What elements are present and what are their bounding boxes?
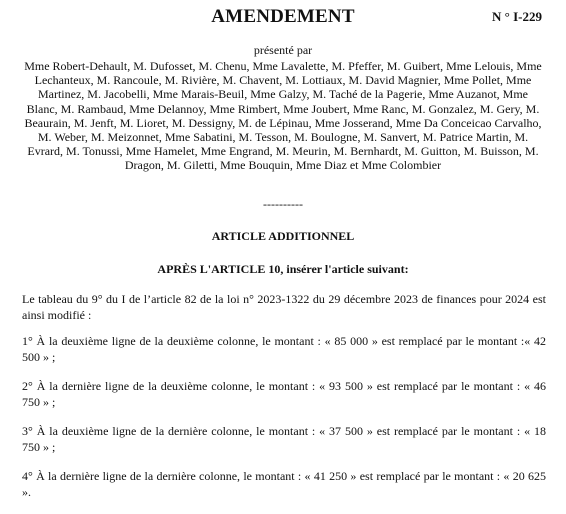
- authors-list: Mme Robert-Dehault, M. Dufosset, M. Chenu, Mme Lavalette, M. Pfeffer, M. Guibert, Mme Lelouis, Mme Lechanteux, M. Rancoule, M. Rivière, M. Chavent, M. Lottiaux, M. David Magnier, Mme Pollet, Mme Martinez, M. Jacobelli, Mme Marais-Beuil, Mme Galzy, M. Taché de la Pagerie, Mme Auzanot, Mme Blanc, M. Rambaud, Mme Delannoy, Mme Rimbert, Mme Joubert, Mme Ranc, M. Gonzalez, M. Gery, M. Beaurain, M. Jenft, M. Lioret, M. Dessigny, M. de Lépinau, Mme Josserand, Mme Da Conceicao Carvalho, M. Weber, M. Meizonnet, Mme Sabatini, M. Tesson, M. Boulogne, M. Sanvert, M. Patrice Martin, M. Evrard, M. Tonussi, Mme Hamelet, Mme Engrand, M. Meurin, M. Bernhardt, M. Guitton, M. Buisson, M. Dragon, M. Giletti, Mme Bouquin, Mme Diaz et Mme Colombier: [24, 59, 542, 173]
- section-title: ARTICLE ADDITIONNEL: [211, 229, 355, 243]
- document-title: AMENDEMENT: [211, 6, 355, 27]
- paragraph-item-3: 3° À la deuxième ligne de la dernière colonne, le montant : « 37 500 » est remplacé par le montant : « 18 750 » ;: [22, 424, 546, 454]
- amendment-number: N ° I-229: [492, 9, 542, 24]
- insertion-instruction: APRÈS L'ARTICLE 10, insérer l'article suivant:: [157, 262, 409, 276]
- document-header: [0, 6, 566, 36]
- presented-by-label: présenté par: [253, 43, 313, 57]
- paragraph-item-4: 4° À la dernière ligne de la dernière colonne, le montant : « 41 250 » est remplacé par le montant : « 20 625 ».: [22, 469, 546, 499]
- separator-line: ----------: [263, 197, 303, 211]
- paragraph-item-2: 2° À la dernière ligne de la deuxième colonne, le montant : « 93 500 » est remplacé par le montant : « 46 750 » ;: [22, 379, 546, 409]
- paragraph-item-1: 1° À la deuxième ligne de la deuxième colonne, le montant : « 85 000 » est remplacé par le montant :« 42 500 » ;: [22, 334, 546, 364]
- paragraph-intro: Le tableau du 9° du I de l’article 82 de la loi n° 2023-1322 du 29 décembre 2023 de finances pour 2024 est ainsi modifié :: [22, 292, 546, 322]
